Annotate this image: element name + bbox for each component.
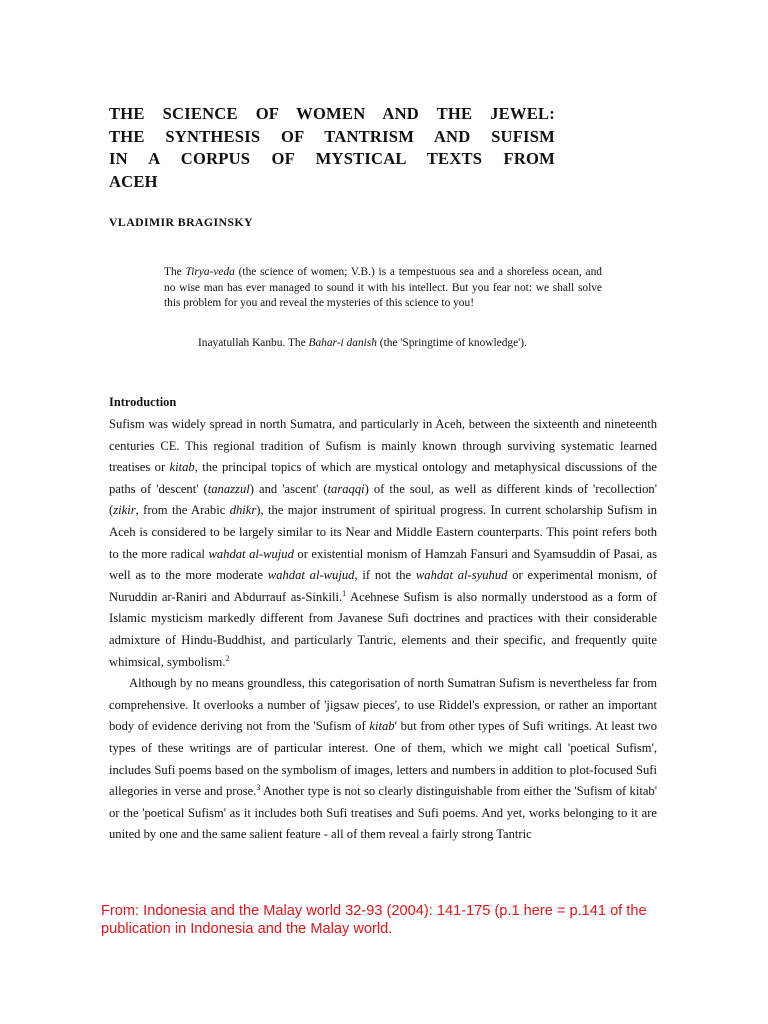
italic-term: wahdat al-wujud bbox=[267, 568, 355, 583]
epigraph-source bbox=[198, 336, 527, 352]
text-run: ) and 'ascent' ( bbox=[249, 481, 328, 496]
article-title bbox=[109, 103, 555, 193]
italic-term: kitab bbox=[169, 460, 195, 475]
body-text bbox=[109, 414, 657, 846]
author-name: VLADIMIR BRAGINSKY bbox=[109, 215, 253, 229]
text-run: ) of the soul, as well as different kinds of 'recollection' ( bbox=[109, 481, 657, 518]
text-run: or existential monism of Hamzah Fansuri and Syamsuddin of Pasai, as well as to the more moderate bbox=[109, 546, 657, 583]
footnote-marker: 3 bbox=[256, 782, 261, 792]
text-run: Acehnese Sufism is also normally understood as a form of Islamic mysticism markedly different from Javanese Sufi doctrines and practices with their considerable admixture of Hindu-Buddhist, and particularly Tantric, elements and their specific, and frequently quite whimsical, symbolism. bbox=[109, 589, 657, 669]
paragraph-2 bbox=[109, 673, 657, 846]
footnote-marker: 2 bbox=[225, 653, 230, 663]
text-run: Another type is not so clearly distinguishable from either the 'Sufism of kitab' or the 'poetical Sufism' as it includes both Sufi treatises and Sufi poems. And yet, works belonging to it are united by one and the same salient feature - all of them reveal a fairly strong Tantric bbox=[109, 784, 657, 842]
epigraph-text: (the science of women; V.B.) is a tempestuous sea and a shoreless ocean, and no wise man has ever managed to sound it with his intellect. But you fear not: we shall solve this problem for you and reveal the mysteries of this science to you! bbox=[164, 266, 602, 309]
paragraph-1 bbox=[109, 414, 657, 673]
italic-term: taraqqi bbox=[327, 481, 365, 496]
italic-term: tanazzul bbox=[207, 481, 250, 496]
text-run: , from the Arabic bbox=[135, 503, 230, 518]
italic-term: dhikr bbox=[229, 503, 257, 518]
epigraph-source-text: (the 'Springtime of knowledge'). bbox=[376, 337, 527, 349]
text-run: Sufism was widely spread in north Sumatra, and particularly in Aceh, between the sixteenth and nineteenth centuries CE. This regional tradition of Sufism is mainly known through surviving systematic learned treatises or bbox=[109, 417, 657, 475]
italic-term: kitab bbox=[369, 719, 395, 734]
text-run: ' but from other types of Sufi writings. At least two types of these writings are of particular interest. One of them, which we might call 'poetical Sufism', includes Sufi poems based on the symbolism of images, letters and numbers in addition to plot-focused Sufi allegories in verse and prose. bbox=[109, 719, 657, 799]
italic-term: wahdat al-syuhud bbox=[415, 568, 508, 583]
title-line: THE SCIENCE OF WOMEN AND THE JEWEL: bbox=[109, 104, 555, 123]
publication-citation: From: Indonesia and the Malay world 32-93 (2004): 141-175 (p.1 here = p.141 of the publication in Indonesia and the Malay world. bbox=[101, 903, 647, 937]
epigraph-source-italic: Bahar-i danish bbox=[308, 337, 377, 349]
epigraph-source-text: Inayatullah Kanbu. The bbox=[198, 337, 309, 349]
text-run: , the principal topics of which are mystical ontology and metaphysical discussions of the paths of 'descent' ( bbox=[109, 460, 657, 496]
epigraph-italic: Tirya-veda bbox=[185, 266, 235, 278]
text-run: , if not the bbox=[354, 568, 416, 583]
text-run: or experimental monism, of Nuruddin ar-Raniri and Abdurrauf as-Sinkili. bbox=[109, 568, 658, 604]
text-run: ), the major instrument of spiritual progress. In current scholarship Sufism in Aceh is considered to be largely similar to its Near and Middle Eastern counterparts. This point refers both to the more radical bbox=[109, 503, 657, 561]
title-line: THE SYNTHESIS OF TANTRISM AND SUFISM bbox=[109, 126, 555, 146]
epigraph-quote bbox=[164, 265, 602, 312]
italic-term: zikir bbox=[113, 503, 136, 518]
title-line: ACEH bbox=[109, 171, 158, 191]
epigraph-text: The bbox=[164, 266, 186, 278]
title-line: IN A CORPUS OF MYSTICAL TEXTS FROM bbox=[109, 149, 555, 168]
section-heading: Introduction bbox=[109, 395, 177, 409]
footnote-marker: 1 bbox=[342, 588, 347, 598]
text-run: Although by no means groundless, this categorisation of north Sumatran Sufism is nevertheless far from comprehensive. It overlooks a number of 'jigsaw pieces', to use Riddel's expression, or rather an important body of evidence deriving not from the 'Sufism of bbox=[109, 676, 657, 734]
italic-term: wahdat al-wujud bbox=[208, 546, 294, 561]
